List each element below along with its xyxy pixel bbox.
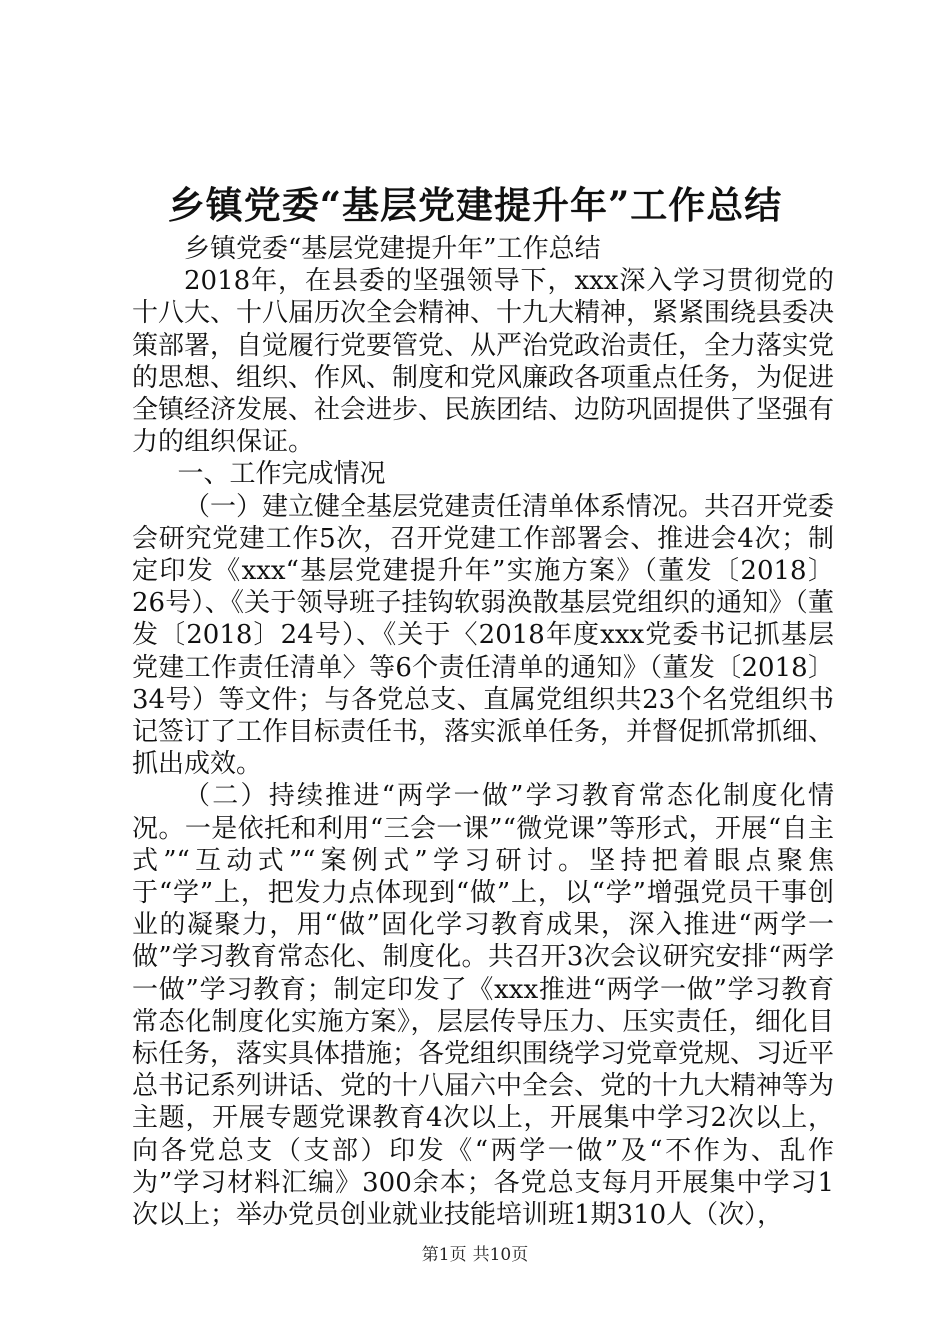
- page-footer: [0, 1243, 950, 1267]
- section-heading: 一、工作完成情况: [177, 459, 386, 490]
- document-body: [132, 233, 834, 1231]
- intro-paragraph: 2018年，在县委的坚强领导下，xxx深入学习贯彻党的十八大、十八届历次全会精神、十九大精神，紧紧围绕县委决策部署，自觉履行党要管党、从严治党政治责任，全力落实党的思想、组织、作风、制度和党风廉政各项重点任务，为促进全镇经济发展、社会进步、民族团结、边防巩固提供了坚强有力的组织保证。: [132, 266, 835, 458]
- document-title: 乡镇党委“基层党建提升年”工作总结: [167, 183, 783, 227]
- page-total: 共10页: [472, 1245, 529, 1265]
- page-number: 第1页: [421, 1245, 467, 1265]
- repeated-title-paragraph: 乡镇党委“基层党建提升年”工作总结: [184, 234, 601, 264]
- section-1-paragraph: （一）建立健全基层党建责任清单体系情况。共召开党委会研究党建工作5次，召开党建工作部署会、推进会4次；制定印发《xxx“基层党建提升年”实施方案》（董发〔2018〕26号）、《关于领导班子挂钩软弱涣散基层党组织的通知》（董发〔2018〕24号）、《关于〈2018年度xxx党委书记抓基层党建工作责任清单〉等6个责任清单的通知》（董发〔2018〕34号）等文件；与各党总支、直属党组织共23个名党组织书记签订了工作目标责任书，落实派单任务，并督促抓常抓细、抓出成效。: [132, 491, 835, 780]
- section-2-paragraph: （二）持续推进“两学一做”学习教育常态化制度化情况。一是依托和利用“三会一课”“微党课”等形式，开展“自主式”“互动式”“案例式”学习研讨。坚持把着眼点聚焦于“学”上，把发力点体现到“做”上，以“学”增强党员干事创业的凝聚力，用“做”固化学习教育成果，深入推进“两学一做”学习教育常态化、制度化。共召开3次会议研究安排“两学一做”学习教育；制定印发了《xxx推进“两学一做”学习教育常态化制度化实施方案》，层层传导压力、压实责任，细化目标任务，落实具体措施；各党组织围绕学习党章党规、习近平总书记系列讲话、党的十八届六中全会、党的十九大精神等为主题，开展专题党课教育4次以上，开展集中学习2次以上，向各党总支（支部）印发《“两学一做”及“不作为、乱作为”学习材料汇编》300余本；各党总支每月开展集中学习1次以上；举办党员创业就业技能培训班1期310人（次），: [132, 781, 835, 1231]
